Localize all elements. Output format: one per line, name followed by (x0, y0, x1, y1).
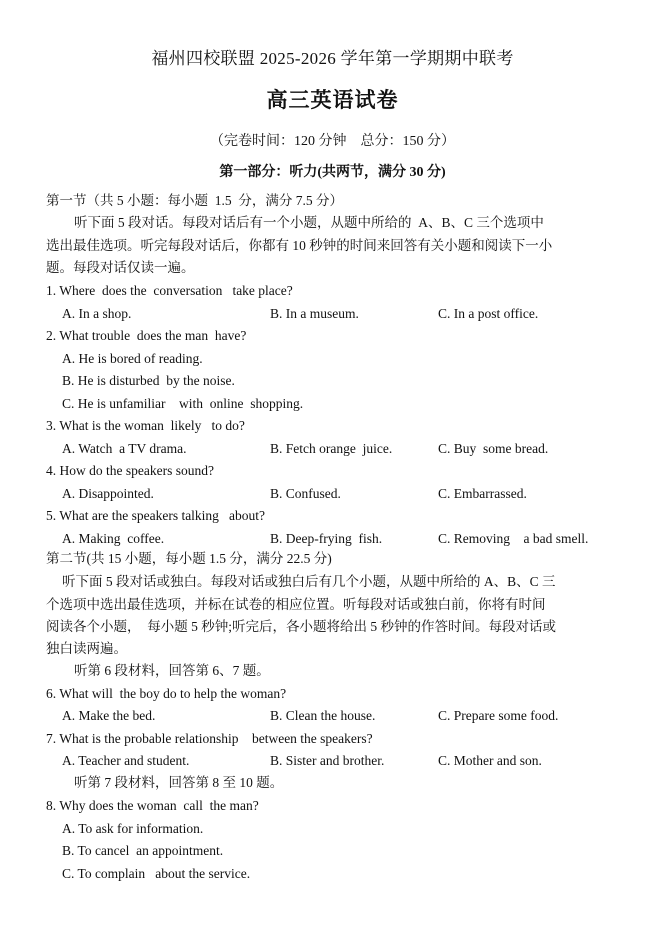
question-6-option-b: B. Clean the house. (270, 708, 376, 723)
question-5: 5. What are the speakers talking about? (46, 508, 266, 523)
question-8: 8. Why does the woman call the man? (46, 798, 259, 813)
section-one-heading: 第一节（共 5 小题：每小题 1.5 分，满分 7.5 分） (46, 193, 343, 208)
question-2-option-b: B. He is disturbed by the noise. (62, 373, 235, 388)
question-3-option-b: B. Fetch orange juice. (270, 441, 393, 456)
question-5-option-c: C. Removing a bad smell. (438, 531, 589, 546)
section-two-instruction-line: 阅读各个小题， 每小题 5 秒钟;听完后，各小题将给出 5 秒钟的作答时间。每段对话或 (46, 619, 556, 634)
part-one-heading: 第一部分：听力(共两节，满分 30 分) (219, 165, 446, 180)
section-two-instruction-line: 个选项中选出最佳选项，并标在试卷的相应位置。听每段对话或独白前，你将有时间 (46, 597, 546, 612)
question-7-option-b: B. Sister and brother. (270, 753, 385, 768)
question-4-option-b: B. Confused. (270, 486, 341, 501)
question-1-option-b: B. In a museum. (270, 306, 359, 321)
question-1: 1. Where does the conversation take place? (46, 283, 293, 298)
section-two-heading: 第二节(共 15 小题，每小题 1.5 分，满分 22.5 分) (46, 551, 332, 566)
exam-info: （完卷时间：120 分钟 总分：150 分） (210, 134, 455, 149)
question-2-option-a: A. He is bored of reading. (62, 351, 203, 366)
material-6-instruction: 听第 6 段材料，回答第 6、7 题。 (74, 663, 270, 678)
exam-subtitle: 高三英语试卷 (266, 88, 399, 112)
question-8-option-c: C. To complain about the service. (62, 866, 251, 881)
question-7-option-c: C. Mother and son. (438, 753, 542, 768)
question-6-option-c: C. Prepare some food. (438, 708, 559, 723)
question-4: 4. How do the speakers sound? (46, 463, 214, 478)
section-two-instruction-line: 听下面 5 段对话或独白。每段对话或独白后有几个小题，从题中所给的 A、B、C 三 (62, 574, 556, 589)
question-8-option-a: A. To ask for information. (62, 821, 204, 836)
section-one-instruction-line: 听下面 5 段对话。每段对话后有一个小题，从题中所给的 A、B、C 三个选项中 (74, 215, 544, 230)
section-one-instruction-line: 题。每段对话仅读一遍。 (46, 260, 195, 275)
question-8-option-b: B. To cancel an appointment. (62, 843, 224, 858)
question-6: 6. What will the boy do to help the woman? (46, 686, 287, 701)
question-1-option-a: A. In a shop. (62, 306, 132, 321)
material-7-instruction: 听第 7 段材料，回答第 8 至 10 题。 (74, 775, 284, 790)
section-two-instruction-line: 独白读两遍。 (46, 641, 127, 656)
question-5-option-a: A. Making coffee. (62, 531, 165, 546)
question-2: 2. What trouble does the man have? (46, 328, 247, 343)
question-1-option-c: C. In a post office. (438, 306, 539, 321)
section-one-instruction-line: 选出最佳选项。听完每段对话后，你都有 10 秒钟的时间来回答有关小题和阅读下一小 (46, 238, 553, 253)
question-4-option-a: A. Disappointed. (62, 486, 154, 501)
question-3-option-c: C. Buy some bread. (438, 441, 549, 456)
exam-title: 福州四校联盟 2025-2026 学年第一学期期中联考 (151, 49, 514, 68)
question-4-option-c: C. Embarrassed. (438, 486, 527, 501)
question-6-option-a: A. Make the bed. (62, 708, 156, 723)
question-7: 7. What is the probable relationship between the speakers? (46, 731, 373, 746)
question-5-option-b: B. Deep-frying fish. (270, 531, 383, 546)
question-2-option-c: C. He is unfamiliar with online shopping. (62, 396, 304, 411)
question-7-option-a: A. Teacher and student. (62, 753, 190, 768)
question-3-option-a: A. Watch a TV drama. (62, 441, 187, 456)
question-3: 3. What is the woman likely to do? (46, 418, 245, 433)
